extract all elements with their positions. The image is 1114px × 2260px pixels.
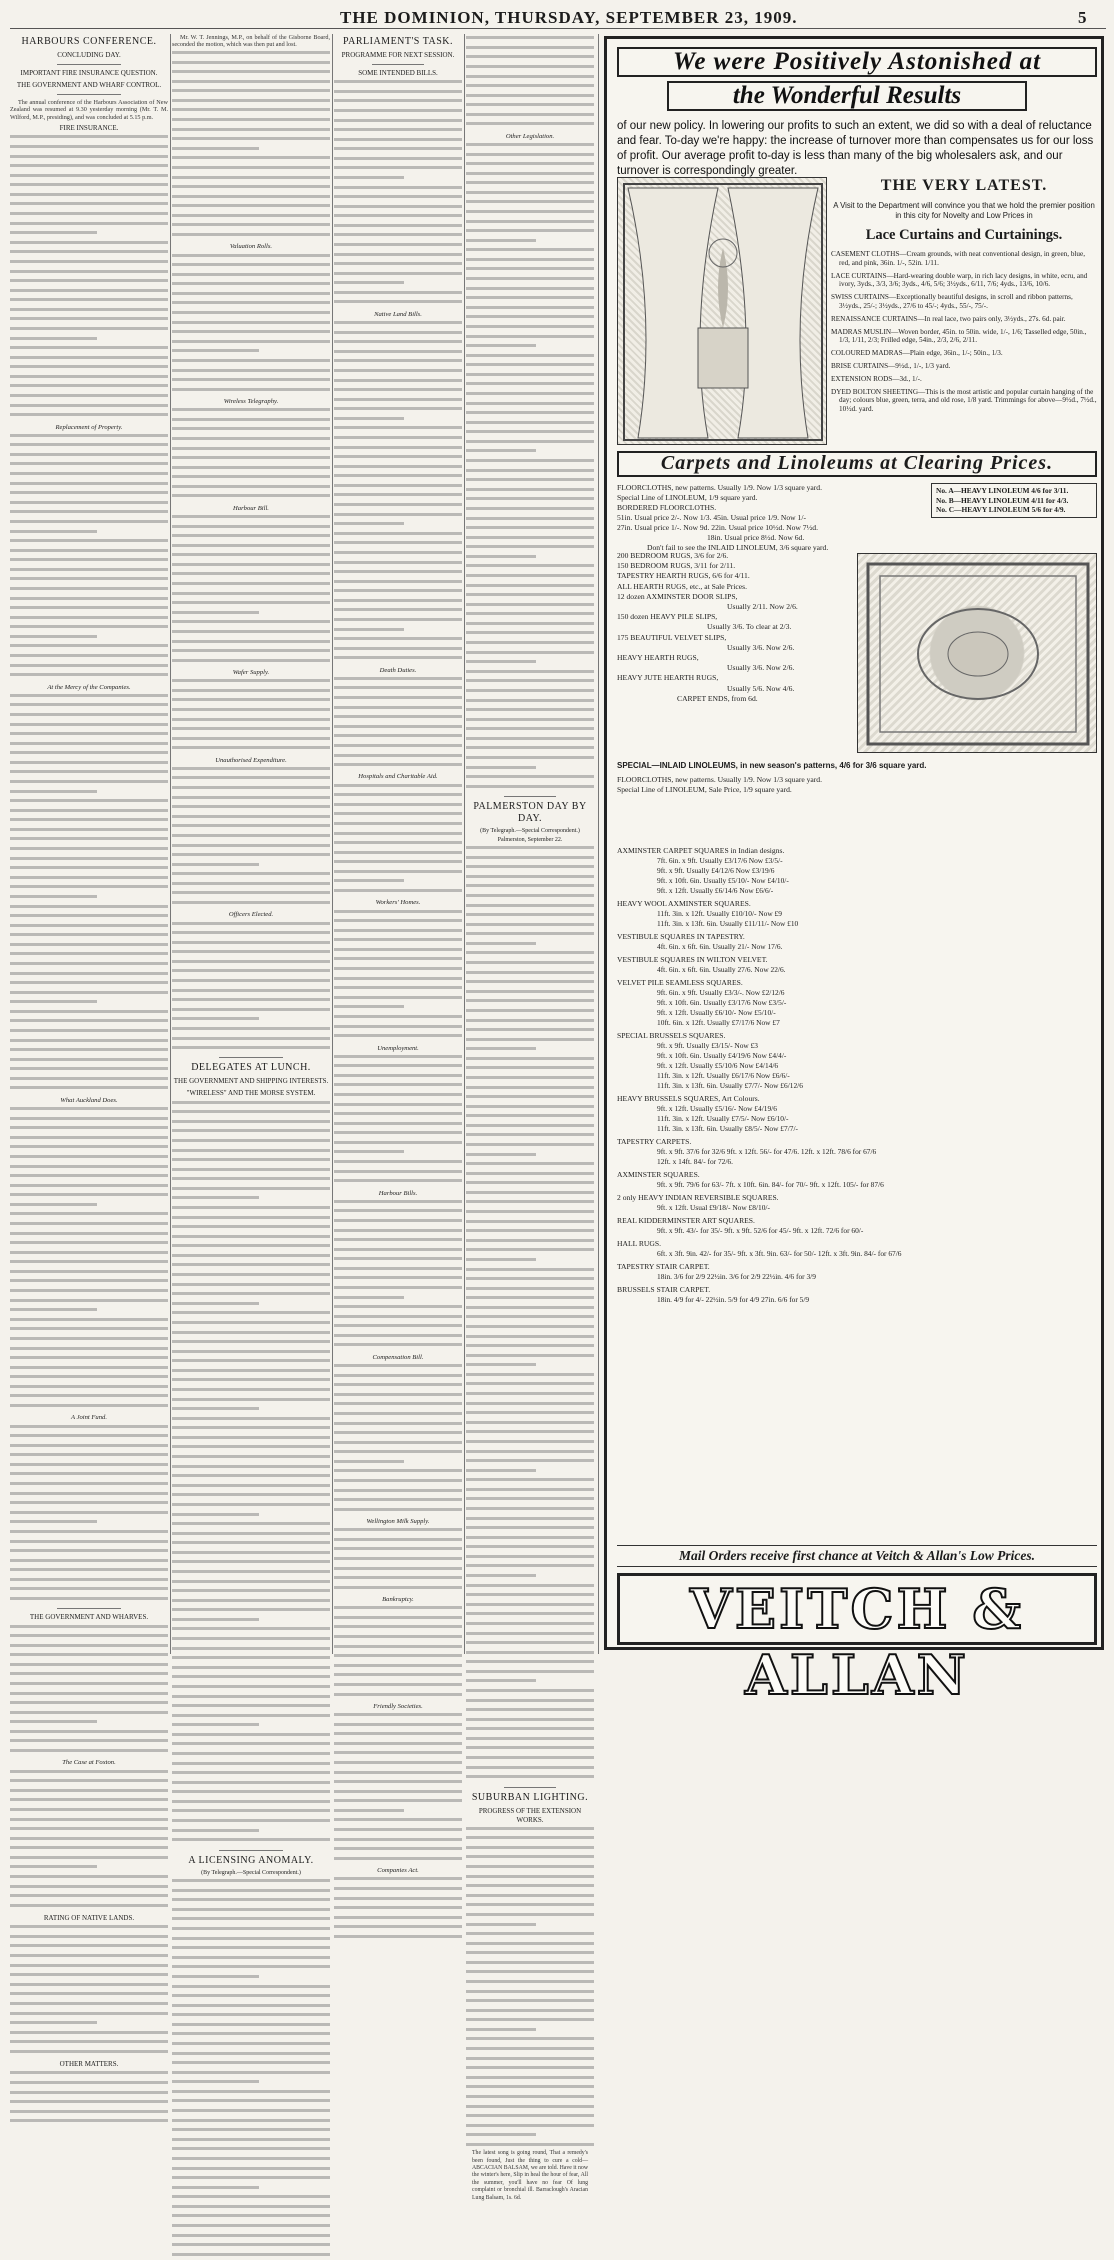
article-headline: PARLIAMENT'S TASK.	[342, 36, 454, 47]
body-text	[334, 1055, 462, 1187]
price-line: 200 BEDROOM RUGS, 3/6 for 2/6.	[617, 551, 729, 560]
price-line: SPECIAL—INLAID LINOLEUMS, in new season's patterns, 4/6 for 3/6 square yard.	[617, 761, 927, 770]
body-text	[172, 767, 330, 908]
floorcloth-list	[617, 483, 927, 553]
lace-curtain-illustration	[617, 177, 827, 445]
price-line: 150 BEDROOM RUGS, 3/11 for 2/11.	[617, 561, 736, 571]
divider	[504, 796, 555, 797]
article-headline: A LICENSING ANOMALY.	[188, 1854, 314, 1866]
section-heading: Workers' Homes.	[375, 899, 421, 907]
divider	[57, 94, 120, 95]
price-line: FLOORCLOTHS, new patterns. Usually 1/9. Now 1/3 square yard.	[617, 775, 823, 785]
body-text	[172, 51, 330, 240]
ad-headline: We were Positively Astonished at	[617, 47, 1097, 77]
body-text	[466, 846, 594, 1782]
squares-price-line: 9ft. x 12ft. Usually £5/10/6 Now £4/14/6	[657, 1061, 779, 1070]
section-heading: A Joint Fund.	[71, 1414, 107, 1422]
ad-headline: the Wonderful Results	[667, 81, 1027, 111]
price-line: BORDERED FLOORCLOTHS.	[617, 503, 717, 512]
squares-heading: REAL KIDDERMINSTER ART SQUARES.	[617, 1216, 755, 1225]
body-text	[466, 143, 594, 792]
article-kicker: PROGRESS OF THE EXTENSION WORKS.	[478, 1806, 582, 1824]
body-text	[10, 135, 168, 420]
body-text	[466, 36, 594, 130]
section-heading: Death Duties.	[379, 666, 417, 674]
article-headline: HARBOURS CONFERENCE.	[21, 36, 157, 47]
column-rule	[170, 34, 171, 1654]
squares-price-line: 9ft. x 10ft. 6in. Usually £5/10/- Now £4/10/-	[657, 876, 789, 885]
column-harbours-conference	[10, 34, 168, 2069]
rug-illustration	[857, 553, 1097, 753]
squares-price-line: 12ft. x 14ft. 84/- for 72/6.	[657, 1157, 733, 1166]
advert-verse: The latest song is going round, That a remedy's been found, Just the thing to cure a cold— ABCACIAN BALSAM, we are told. Have it now the winter's here, Slip in heal the hour of fear, All the summer, you'll have no fear Of lung complaint or bronchial ill. Barraclough's Aracian Lung Balsam, 1s. 6d.	[472, 2150, 588, 2201]
squares-price-line: 18in. 3/6 for 2/9 22½in. 3/6 for 2/9 22½in. 4/6 for 3/9	[657, 1272, 816, 1281]
body-text	[334, 784, 462, 897]
column-rule	[464, 34, 465, 1654]
body-text	[10, 1107, 168, 1411]
price-line: Usually 2/11. Now 2/6.	[727, 602, 798, 612]
masthead	[0, 6, 1114, 28]
price-item: LACE CURTAINS—Hard-wearing double warp, in rich lacy designs, in white, ecru, and ivory, 3yds., 3/3, 3/6; 3yds., 4/6, 5/6; 3½yds., 6/11, 7/6; 4yds., 13/6, 10/6.	[831, 271, 1088, 289]
article-kicker: "WIRELESS" AND THE MORSE SYSTEM.	[186, 1089, 316, 1098]
section-heading: Wireless Telegraphy.	[223, 398, 279, 406]
article-headline: THE GOVERNMENT AND WHARVES.	[29, 1613, 149, 1622]
squares-heading: VELVET PILE SEAMLESS SQUARES.	[617, 978, 743, 987]
article-headline: DELEGATES AT LUNCH.	[191, 1062, 311, 1074]
price-item: DYED BOLTON SHEETING—This is the most artistic and popular curtain hanging of the day; colours blue, green, terra, and old rose, 1/8 yard. Trimmings for above—9½d., 7½d., 10½d. yard.	[831, 387, 1097, 414]
rug-pattern-icon	[858, 554, 1098, 754]
byline: (By Telegraph.—Special Correspondent.)	[480, 828, 580, 835]
price-line: Usually 3/6. Now 2/6.	[727, 663, 795, 673]
carpet-squares-list	[617, 843, 1097, 1305]
article-headline: SUBURBAN LIGHTING.	[471, 1791, 589, 1803]
squares-heading: BRUSSELS STAIR CARPET.	[617, 1285, 711, 1294]
body-text	[334, 910, 462, 1042]
price-item: MADRAS MUSLIN—Woven border, 45in. to 50in. wide, 1/-, 1/6; Tasselled edge, 50in., 1/3, 1/11, 2/3; Frilled edge, 54in., 2/3, 2/6, 2/11.	[831, 327, 1087, 345]
byline: (By Telegraph.—Special Correspondent.)	[201, 1869, 301, 1876]
linoleum-box	[931, 483, 1097, 518]
price-line: 175 BEAUTIFUL VELVET SLIPS,	[617, 632, 727, 642]
section-heading: Valuation Rolls.	[229, 243, 273, 251]
squares-heading: SPECIAL BRUSSELS SQUARES.	[617, 1031, 726, 1040]
squares-price-line: 9ft. x 9ft. Usually £3/15/- Now £3	[657, 1041, 758, 1050]
section-heading: Officers Elected.	[228, 911, 274, 919]
carpets-banner: Carpets and Linoleums at Clearing Prices.	[617, 451, 1097, 477]
mail-orders-banner: Mail Orders receive first chance at Veitch & Allan's Low Prices.	[617, 1545, 1097, 1567]
body-text	[10, 1625, 168, 1757]
squares-price-line: 18in. 4/9 for 4/- 22½in. 5/9 for 4/9 27in. 6/6 for 5/9	[657, 1295, 810, 1304]
dateline: Palmerston, September 22.	[497, 836, 563, 843]
price-line: Usually 5/6. Now 4/6.	[727, 683, 795, 693]
price-line: Special Line of LINOLEUM, 1/9 square yard.	[617, 493, 758, 502]
masthead-rule	[10, 28, 1106, 29]
body-text	[10, 1425, 168, 1605]
divider	[57, 1608, 120, 1609]
body-text	[172, 922, 330, 1054]
squares-heading: HEAVY WOOL AXMINSTER SQUARES.	[617, 899, 751, 908]
squares-price-line: 9ft. x 12ft. Usual £9/18/- Now £8/10/-	[657, 1203, 770, 1212]
lace-curtain-panel	[831, 177, 1097, 445]
price-line: FLOORCLOTHS, new patterns. Usually 1/9. Now 1/3 square yard.	[617, 483, 823, 492]
squares-price-line: 11ft. 3in. x 12ft. Usually £7/5/- Now £6/10/-	[657, 1114, 789, 1123]
divider	[372, 64, 423, 65]
section-heading: Compensation Bill.	[372, 1353, 424, 1361]
price-line: Usually 3/6. Now 2/6.	[727, 642, 795, 652]
price-line: Usually 3/6. To clear at 2/3.	[707, 622, 792, 632]
ad-intro: of our new policy. In lowering our profits to such an extent, we did so with a deal of reluctance and fear. To-day we're happy: the increase of turnover more than compensates us for our loss of profit. Our average profit to-day is less than many of the big wholesalers ask, and our turnover is correspondingly greater.	[617, 120, 1094, 177]
squares-price-line: 9ft. 6in. x 9ft. Usually £3/3/-. Now £2/12/6	[657, 988, 785, 997]
squares-price-line: 9ft. x 9ft. Usually £4/12/6 Now £3/19/6	[657, 866, 775, 875]
body-text	[334, 677, 462, 771]
squares-heading: TAPESTRY CARPETS.	[617, 1137, 692, 1146]
squares-price-line: 9ft. x 10ft. 6in. Usually £4/19/6 Now £4/4/-	[657, 1051, 787, 1060]
section-heading: Wafer Supply.	[232, 669, 270, 677]
price-line: No. B—HEAVY LINOLEUM 4/11 for 4/3.	[936, 495, 1069, 505]
body-text	[172, 254, 330, 395]
body-text	[10, 1925, 168, 2057]
squares-heading: HEAVY BRUSSELS SQUARES, Art Colours.	[617, 1094, 760, 1103]
body-text	[172, 1879, 330, 2260]
article-subhead: PROGRAMME FOR NEXT SESSION.	[341, 51, 455, 59]
squares-heading: AXMINSTER SQUARES.	[617, 1170, 700, 1179]
section-heading: RATING OF NATIVE LANDS.	[43, 1914, 135, 1923]
divider	[504, 1787, 555, 1788]
article-kicker: THE GOVERNMENT AND WHARF CONTROL.	[16, 81, 162, 89]
squares-heading: HALL RUGS.	[617, 1239, 662, 1248]
body-text	[334, 1364, 462, 1515]
squares-price-line: 11ft. 3in. x 12ft. Usually £10/10/- Now £9	[657, 909, 782, 918]
article-kicker: SOME INTENDED BILLS.	[358, 69, 438, 77]
price-line: Special Line of LINOLEUM, Sale Price, 1/9 square yard.	[617, 785, 792, 795]
price-line: No. A—HEAVY LINOLEUM 4/6 for 3/11.	[936, 486, 1069, 495]
price-item: COLOURED MADRAS—Plain edge, 36in., 1/-; 50in., 1/3.	[831, 349, 1003, 358]
body-text	[172, 1101, 330, 1846]
special-linoleum	[617, 761, 1097, 796]
squares-price-line: 4ft. 6in. x 6ft. 6in. Usually 21/- Now 17/6.	[657, 942, 783, 951]
squares-price-line: 11ft. 3in. x 13ft. 6in. Usually £7/7/- Now £6/12/6	[657, 1081, 803, 1090]
squares-price-line: 9ft. x 9ft. 37/6 for 32/6 9ft. x 12ft. 56/- for 47/6. 12ft. x 12ft. 78/6 for 67/6	[657, 1147, 877, 1156]
squares-price-line: 11ft. 3in. x 12ft. Usually £6/17/6 Now £6/6/-	[657, 1071, 790, 1080]
article-kicker: THE GOVERNMENT AND SHIPPING INTERESTS.	[173, 1077, 329, 1086]
price-line: HEAVY JUTE HEARTH RUGS,	[617, 673, 719, 683]
body-text	[334, 80, 462, 308]
section-heading: Replacement of Property.	[55, 423, 123, 431]
price-line: CARPET ENDS, from 6d.	[677, 693, 758, 703]
divider	[219, 1850, 282, 1851]
window-curtain-icon	[618, 178, 828, 446]
panel-heading: Lace Curtains and Curtainings.	[865, 227, 1063, 243]
section-heading: The Case at Foxton.	[62, 1759, 116, 1767]
section-heading: Other Legislation.	[505, 132, 555, 140]
squares-price-line: 11ft. 3in. x 13ft. 6in. Usually £8/5/- Now £7/7/-	[657, 1124, 798, 1133]
section-heading: Friendly Societies.	[373, 1702, 423, 1710]
body-text	[334, 1528, 462, 1593]
body-text	[334, 1606, 462, 1700]
squares-price-line: 9ft. x 12ft. Usually £6/10/- Now £5/10/-	[657, 1008, 776, 1017]
section-heading: Harbour Bill.	[233, 504, 269, 512]
body-text	[334, 1200, 462, 1351]
section-heading: FIRE INSURANCE.	[59, 124, 119, 133]
page-number: 5	[1078, 8, 1087, 27]
squares-heading: VESTIBULE SQUARES IN TAPESTRY.	[617, 932, 745, 941]
squares-price-line: 9ft. x 10ft. 6in. Usually £3/17/6 Now £3/5/-	[657, 998, 787, 1007]
section-heading: At the Mercy of the Companies.	[47, 683, 131, 691]
article-paragraph: Mr. W. T. Jennings, M.P., on behalf of the Gisborne Board, seconded the motion, which was then put and lost.	[172, 34, 330, 49]
squares-price-line: 9ft. x 12ft. Usually £5/16/- Now £4/19/6	[657, 1104, 777, 1113]
squares-price-line: 7ft. 6in. x 9ft. Usually £3/17/6 Now £3/5/-	[657, 856, 783, 865]
price-item: CASEMENT CLOTHS—Cream grounds, with neat conventional design, in green, blue, red, and pink, 36in. 1/-, 52in. 1/11.	[831, 250, 1085, 267]
section-heading: Wellington Milk Supply.	[366, 1518, 430, 1526]
section-heading: Unemployment.	[377, 1044, 419, 1052]
section-heading: Bankruptcy.	[382, 1596, 414, 1604]
panel-intro: A Visit to the Department will convince you that we hold the premier position in this city for Novelty and Low Prices in	[833, 201, 1095, 220]
price-line: 27in. Usual price 1/-. Now 9d. 22in. Usual price 10½d. Now 7½d.	[617, 523, 818, 532]
column-two	[172, 34, 330, 1876]
article-subhead: CONCLUDING DAY.	[57, 51, 121, 59]
divider	[219, 1057, 282, 1058]
body-text	[466, 1827, 594, 2150]
squares-heading: TAPESTRY STAIR CARPET.	[617, 1262, 710, 1271]
section-heading: Companies Act.	[377, 1867, 419, 1875]
body-text	[10, 434, 168, 681]
price-line: TAPESTRY HEARTH RUGS, 6/6 for 4/11.	[617, 571, 750, 581]
column-parliaments-task	[334, 34, 462, 1875]
body-text	[334, 321, 462, 664]
body-text	[334, 1877, 462, 1942]
squares-price-line: 9ft. x 9ft. 79/6 for 63/- 7ft. x 10ft. 6in. 84/- for 70/- 9ft. x 12ft. 105/- for 87/6	[657, 1180, 884, 1189]
section-heading: Unauthorised Expenditure.	[215, 756, 287, 764]
body-text	[334, 1713, 462, 1864]
panel-title: THE VERY LATEST.	[880, 177, 1048, 194]
veitch-allan-logo: VEITCH & ALLAN	[617, 1573, 1097, 1645]
divider	[57, 64, 120, 65]
price-line: ALL HEARTH RUGS, etc., at Sale Prices.	[617, 581, 748, 591]
price-line: Don't fail to see the INLAID LINOLEUM, 3/6 square yard.	[647, 543, 829, 552]
price-item: RENAISSANCE CURTAINS—In real lace, two pairs only, 3½yds., 27s. 6d. pair.	[831, 314, 1066, 323]
price-line: No. C—HEAVY LINOLEUM 5/6 for 4/9.	[936, 505, 1066, 515]
section-heading: Hospitals and Charitable Aid.	[358, 773, 438, 781]
body-text	[172, 679, 330, 753]
column-rule	[332, 34, 333, 1654]
article-headline: PALMERSTON DAY BY DAY.	[473, 801, 587, 825]
price-item: SWISS CURTAINS—Exceptionally beautiful designs, in scroll and ribbon patterns, 3½yds., 25/-; 3½yds., 27/6 to 45/-; 4yds., 55/-, 75/-.	[831, 293, 1073, 310]
squares-price-line: 9ft. x 9ft. 43/- for 35/- 9ft. x 9ft. 52/6 for 45/- 9ft. x 12ft. 72/6 for 60/-	[657, 1226, 864, 1235]
rugs-list	[617, 551, 853, 704]
column-rule	[598, 34, 599, 1654]
masthead-title: THE DOMINION, THURSDAY, SEPTEMBER 23, 1909.	[340, 8, 798, 27]
section-heading: OTHER MATTERS.	[59, 2060, 119, 2069]
veitch-allan-advertisement	[604, 36, 1104, 1707]
squares-heading: AXMINSTER CARPET SQUARES in Indian designs.	[617, 846, 785, 855]
body-text	[172, 408, 330, 502]
body-text	[10, 1770, 168, 1911]
squares-price-line: 11ft. 3in. x 13ft. 6in. Usually £11/11/- Now £10	[657, 919, 799, 928]
price-item: EXTENSION RODS—3d., 1/-.	[831, 374, 922, 383]
body-text	[172, 515, 330, 666]
price-line: HEAVY HEARTH RUGS,	[617, 653, 699, 663]
body-text	[10, 694, 168, 1094]
squares-heading: VESTIBULE SQUARES IN WILTON VELVET.	[617, 955, 768, 964]
column-four	[466, 34, 594, 2201]
price-line: 150 dozen HEAVY PILE SLIPS,	[617, 612, 718, 622]
price-line: 18in. Usual price 8½d. Now 6d.	[707, 533, 805, 542]
body-text	[10, 2071, 168, 2126]
section-heading: What Auckland Does.	[60, 1096, 118, 1104]
article-kicker: IMPORTANT FIRE INSURANCE QUESTION.	[20, 69, 158, 77]
section-heading: Native Land Bills.	[374, 310, 422, 318]
price-item: BRISE CURTAINS—9½d., 1/-, 1/3 yard.	[831, 361, 951, 370]
squares-price-line: 10ft. 6in. x 12ft. Usually £7/17/6 Now £7	[657, 1018, 780, 1027]
section-heading: Harbour Bills.	[378, 1189, 418, 1197]
squares-price-line: 4ft. 6in. x 6ft. 6in. Usually 27/6. Now 22/6.	[657, 965, 786, 974]
price-line: 51in. Usual price 2/-. Now 1/3. 45in. Usual price 1/9. Now 1/-	[617, 513, 806, 522]
article-intro: The annual conference of the Harbours Association of New Zealand was resumed at 9.30 yesterday morning (Mr. T. M. Wilford, M.P., presiding), and was concluded at 5.15 p.m.	[10, 99, 168, 121]
price-line: 12 dozen AXMINSTER DOOR SLIPS,	[617, 591, 738, 601]
squares-price-line: 6ft. x 3ft. 9in. 42/- for 35/- 9ft. x 3ft. 9in. 63/- for 50/- 12ft. x 3ft. 9in. 84/- for 67/6	[657, 1249, 902, 1258]
squares-heading: 2 only HEAVY INDIAN REVERSIBLE SQUARES.	[617, 1193, 779, 1202]
squares-price-line: 9ft. x 12ft. Usually £6/14/6 Now £6/6/-	[657, 886, 774, 895]
